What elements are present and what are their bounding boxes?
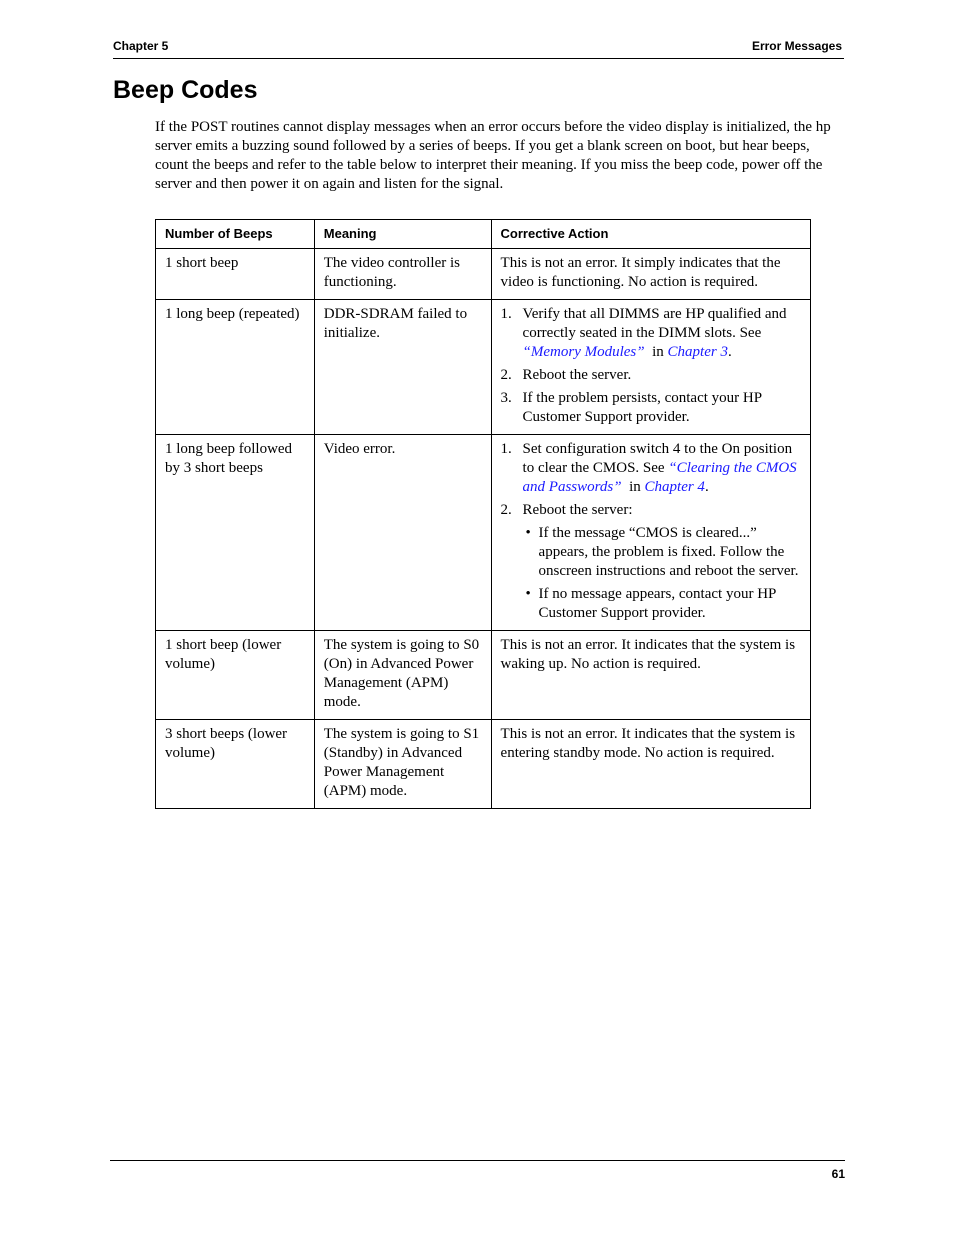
meaning-cell: The video controller is functioning. <box>314 249 491 300</box>
table-row <box>156 435 811 631</box>
bullet-item <box>523 524 801 581</box>
chapter-4-link[interactable]: Chapter 4 <box>644 479 705 495</box>
action-steps <box>501 440 801 623</box>
step-text: Reboot the server. <box>522 367 632 383</box>
step-number: 2. <box>500 502 512 518</box>
page-footer <box>110 1160 845 1181</box>
page-number: 61 <box>831 1167 845 1181</box>
action-cell <box>491 435 810 631</box>
action-cell: This is not an error. It simply indicates that the video is functioning. No action is required. <box>491 249 810 300</box>
page-header <box>113 38 844 59</box>
meaning-cell: Video error. <box>314 435 491 631</box>
intro-paragraph: If the POST routines cannot display messages when an error occurs before the video display is initialized, the hp server emits a buzzing sound followed by a series of beeps. If you get a blank screen on boot, but hear beeps, count the beeps and refer to the table below to interpret their meaning. If you miss the beep code, power off the server and then power it on again and listen for the signal. <box>155 119 831 192</box>
action-step <box>501 389 801 427</box>
step-text: Reboot the server: <box>522 502 633 518</box>
action-steps <box>501 305 801 427</box>
bullet-text: If the message “CMOS is cleared...” appears, the problem is fixed. Follow the onscreen instructions and reboot the server. <box>538 525 799 579</box>
bullet-text: If no message appears, contact your HP Customer Support provider. <box>538 586 776 621</box>
table-row <box>156 720 811 809</box>
action-cell: This is not an error. It indicates that the system is waking up. No action is required. <box>491 631 810 720</box>
beeps-cell: 1 short beep <box>156 249 315 300</box>
beep-codes-table <box>155 219 811 809</box>
step-text: Set configuration switch 4 to the On position to clear the CMOS. See <box>522 441 793 476</box>
action-step <box>501 366 801 385</box>
step-number: 1. <box>500 441 512 457</box>
memory-modules-link[interactable]: “Memory Modules” <box>522 344 645 360</box>
meaning-cell: The system is going to S1 (Standby) in Advanced Power Management (APM) mode. <box>314 720 491 809</box>
step-text-mid: in <box>621 479 645 495</box>
table-row <box>156 249 811 300</box>
action-cell <box>491 300 810 435</box>
section-label: Error Messages <box>751 39 842 53</box>
column-header: Meaning <box>314 220 491 249</box>
page-title: Beep Codes <box>113 76 258 104</box>
clearing-cmos-link[interactable]: “Clearing the CMOS and Passwords” <box>522 460 797 495</box>
step-text-mid: in <box>644 344 668 360</box>
bullet-icon: • <box>525 586 531 602</box>
step-text: Verify that all DIMMS are HP qualified and correctly seated in the DIMM slots. See <box>522 306 787 341</box>
beeps-cell: 1 short beep (lower volume) <box>156 631 315 720</box>
table-row <box>156 631 811 720</box>
sub-bullets <box>523 524 801 623</box>
chapter-3-link[interactable]: Chapter 3 <box>667 344 728 360</box>
chapter-label: Chapter 5 <box>113 39 169 53</box>
beeps-cell: 3 short beeps (lower volume) <box>156 720 315 809</box>
bullet-icon: • <box>525 525 531 541</box>
column-header: Number of Beeps <box>156 220 315 249</box>
step-number: 1. <box>500 306 512 322</box>
action-step <box>501 305 801 362</box>
table-header-row <box>156 220 811 249</box>
action-step <box>501 440 801 497</box>
step-number: 3. <box>500 390 512 406</box>
column-header: Corrective Action <box>491 220 810 249</box>
action-cell: This is not an error. It indicates that the system is entering standby mode. No action is required. <box>491 720 810 809</box>
step-number: 2. <box>500 367 512 383</box>
meaning-cell: DDR-SDRAM failed to initialize. <box>314 300 491 435</box>
meaning-cell: The system is going to S0 (On) in Advanced Power Management (APM) mode. <box>314 631 491 720</box>
beeps-cell: 1 long beep followed by 3 short beeps <box>156 435 315 631</box>
step-text-end: . <box>727 344 732 360</box>
action-step <box>501 501 801 623</box>
bullet-item <box>523 585 801 623</box>
beeps-cell: 1 long beep (repeated) <box>156 300 315 435</box>
step-text: If the problem persists, contact your HP Customer Support provider. <box>522 390 762 425</box>
step-text-end: . <box>704 479 709 495</box>
table-row <box>156 300 811 435</box>
